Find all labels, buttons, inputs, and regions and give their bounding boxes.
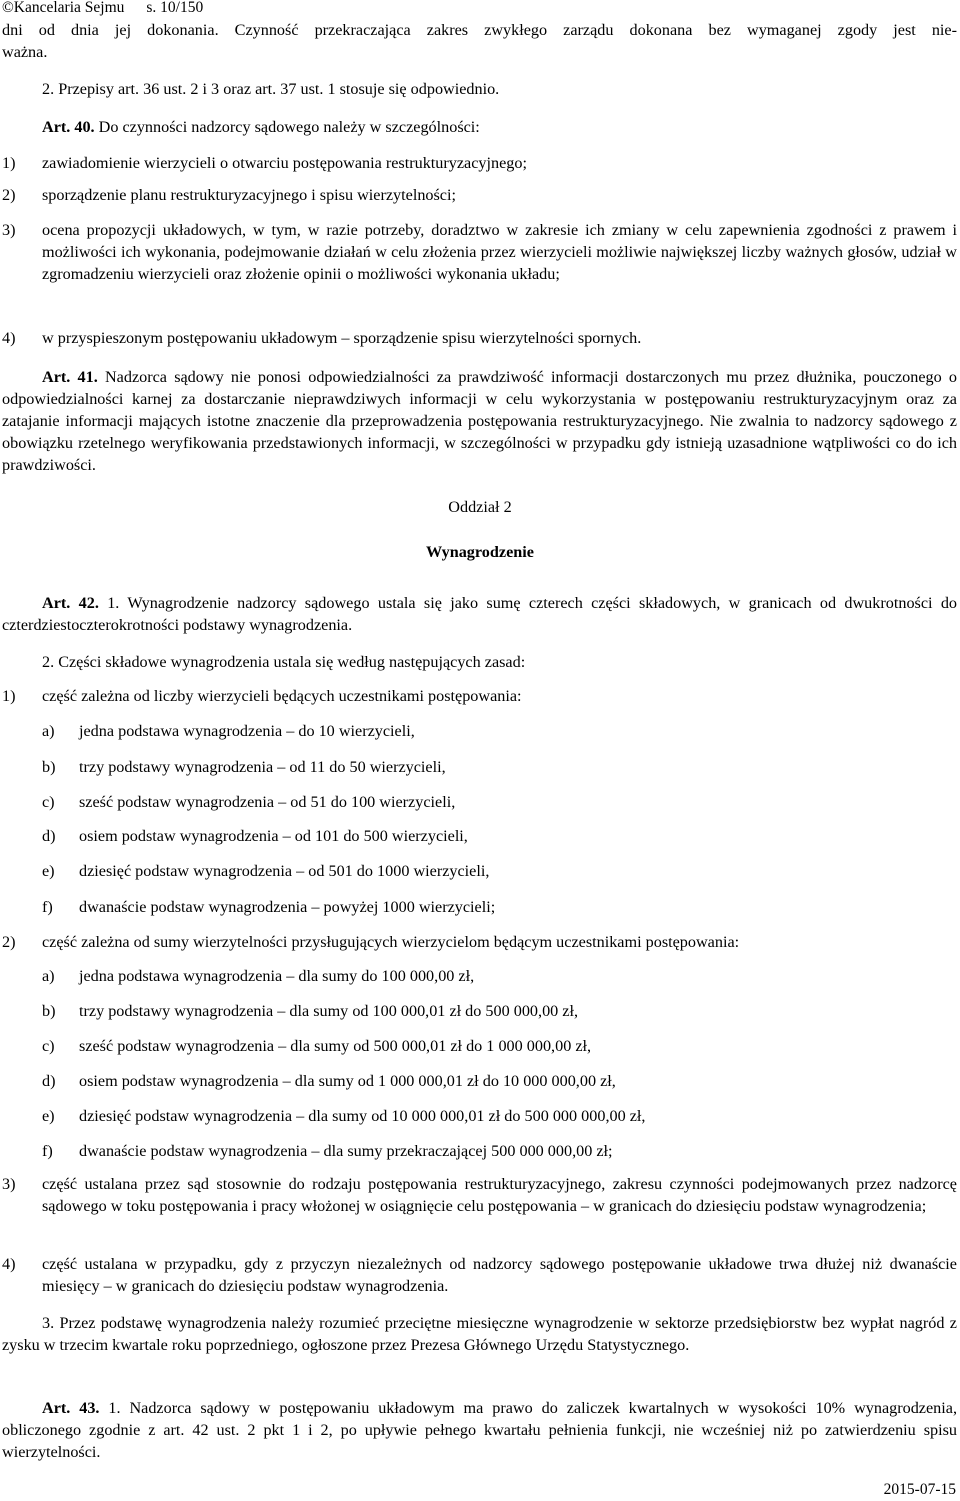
sub-text: dwanaście podstaw wynagrodzenia – dla sumy przekraczającej 500 000 000,00 zł; <box>79 1142 613 1160</box>
sub-text: sześć podstaw wynagrodzenia – dla sumy od 500 000,01 zł do 1 000 000,00 zł, <box>79 1037 592 1055</box>
section-subtitle: Wynagrodzenie <box>426 543 534 561</box>
section-title: Oddział 2 <box>448 498 512 516</box>
header-source: ©Kancelaria Sejmu <box>2 0 125 16</box>
art-42-paragraph-3: 3. Przez podstawę wynagrodzenia należy rozumieć przeciętne miesięczne wynagrodzenie w sektorze przedsiębiorstw bez wypłat nagród z zysku w trzecim kwartale roku poprzedniego, ogłoszone przez Prezesa Głównego Urzędu Statystycznego. <box>2 1314 957 1354</box>
art-42-item-2-sub-b <box>42 1000 957 1022</box>
sub-text: dziesięć podstaw wynagrodzenia – dla sumy od 10 000 000,01 zł do 500 000 000,00 zł, <box>79 1107 646 1125</box>
sub-number: e) <box>42 862 55 880</box>
art-42-item-2-sub-f <box>42 1140 957 1162</box>
footer-date: 2015-07-15 <box>883 1481 956 1498</box>
art-41-label: Art. 41. <box>42 368 98 386</box>
art-42-item-2-sub-d <box>42 1070 957 1092</box>
header-page-number: s. 10/150 <box>146 0 204 16</box>
sub-number: d) <box>42 827 56 845</box>
art-42-item-2-sub-a <box>42 965 957 987</box>
item-text: w przyspieszonym postępowaniu układowym – sporządzenie spisu wierzytelności spornych. <box>42 329 642 347</box>
art-42-item-2-sub-e <box>42 1105 957 1127</box>
art-43-label: Art. 43. <box>42 1399 100 1417</box>
item-text: zawiadomienie wierzycieli o otwarciu postępowania restrukturyzacyjnego; <box>42 154 527 172</box>
sub-text: sześć podstaw wynagrodzenia – od 51 do 100 wierzycieli, <box>79 793 456 811</box>
sub-number: f) <box>42 898 53 916</box>
sub-number: b) <box>42 1002 56 1020</box>
item-text: część ustalana w przypadku, gdy z przyczyn niezależnych od nadzorcy sądowego postępowanie układowe trwa dłużej niż dwanaście miesięcy – w granicach do dziesięciu podstaw wynagrodzenia. <box>42 1255 957 1295</box>
sub-number: b) <box>42 758 56 776</box>
sub-number: c) <box>42 1037 55 1055</box>
item-text: część ustalana przez sąd stosownie do rodzaju postępowania restrukturyzacyjnego, zakresu czynności podejmowanych przez nadzorcę sądowego w toku postępowania i pracy włożonej w osiągnięcie celu postępowania – w granicach do dziesięciu podstaw wynagrodzenia; <box>42 1175 957 1215</box>
item-text: część zależna od sumy wierzytelności przysługujących wierzycielom będącym uczestnikami postępowania: <box>42 933 740 951</box>
art-40-label: Art. 40. <box>42 118 95 136</box>
art-42-p1-text: 1. Wynagrodzenie nadzorcy sądowego ustala się jako sumę czterech części składowych, w granicach od dwukrotności do czterdziestoczterokrotności podstawy wynagrodzenia. <box>2 594 958 634</box>
art-42-item-2 <box>2 931 957 953</box>
art-42-item-4 <box>2 1253 957 1297</box>
item-number: 4) <box>2 329 16 347</box>
item-text: sporządzenie planu restrukturyzacyjnego i spisu wierzytelności; <box>42 186 456 204</box>
item-text: ocena propozycji układowych, w tym, w razie potrzeby, doradztwo w zakresie ich zmiany w celu zapewnienia zgodności z prawem i możliwości ich wykonania, podejmowanie działań w celu złożenia przez wierzycieli możliwie największej liczby ważnych głosów, udział w zgromadzeniu wierzycieli oraz złożenie opinii o możliwości wykonania układu; <box>42 221 957 283</box>
item-number: 2) <box>2 933 16 951</box>
item-number: 3) <box>2 221 16 239</box>
art-43-text: 1. Nadzorca sądowy w postępowaniu układowym ma prawo do zaliczek kwartalnych w wysokości 10% wynagrodzenia, obliczonego zgodnie z art. 42 ust. 2 pkt 1 i 2, po upływie pełnego kwartału pełnienia funkcji, nie wcześniej niż po zatwierdzeniu spisu wierzytelności. <box>2 1399 957 1461</box>
art-42-item-1-sub-a <box>42 720 957 742</box>
art-43 <box>2 1397 957 1463</box>
art-42-item-1 <box>2 685 957 707</box>
sub-text: jedna podstawa wynagrodzenia – do 10 wierzycieli, <box>79 722 415 740</box>
sub-number: a) <box>42 722 55 740</box>
page-header <box>2 0 203 18</box>
sub-number: a) <box>42 967 55 985</box>
intro-line-1: dni od dnia jej dokonania. Czynność przekraczająca zakres zwykłego zarządu dokonana bez wymaganej zgody jest nie- <box>2 21 957 39</box>
sub-number: e) <box>42 1107 55 1125</box>
item-number: 1) <box>2 154 16 172</box>
art-42-item-1-sub-b <box>42 756 957 778</box>
sub-text: trzy podstawy wynagrodzenia – od 11 do 50 wierzycieli, <box>79 758 446 776</box>
art-40-item-3 <box>2 219 957 285</box>
art-40-item-1 <box>2 152 957 174</box>
art-42-paragraph-1 <box>2 592 957 636</box>
sub-number: d) <box>42 1072 56 1090</box>
art-40-item-4 <box>2 327 957 349</box>
art-40-lead-text: Do czynności nadzorcy sądowego należy w szczególności: <box>98 118 480 136</box>
art-42-item-1-sub-c <box>42 791 957 813</box>
item-number: 4) <box>2 1255 16 1273</box>
art-42-item-1-sub-d <box>42 825 957 847</box>
art-42-item-1-sub-e <box>42 860 957 882</box>
art-42-item-3 <box>2 1173 957 1217</box>
sub-number: f) <box>42 1142 53 1160</box>
art-41 <box>2 366 957 476</box>
sub-text: jedna podstawa wynagrodzenia – dla sumy do 100 000,00 zł, <box>79 967 475 985</box>
item-number: 3) <box>2 1175 16 1193</box>
art-42-item-1-sub-f <box>42 896 957 918</box>
art-42-paragraph-2: 2. Części składowe wynagrodzenia ustala się według następujących zasad: <box>42 653 526 671</box>
item-number: 1) <box>2 687 16 705</box>
sub-text: osiem podstaw wynagrodzenia – od 101 do 500 wierzycieli, <box>79 827 468 845</box>
sub-number: c) <box>42 793 55 811</box>
sub-text: osiem podstaw wynagrodzenia – dla sumy od 1 000 000,01 zł do 10 000 000,00 zł, <box>79 1072 616 1090</box>
intro-line-2: ważna. <box>2 43 48 61</box>
item-text: część zależna od liczby wierzycieli będących uczestnikami postępowania: <box>42 687 522 705</box>
sub-text: dziesięć podstaw wynagrodzenia – od 501 do 1000 wierzycieli, <box>79 862 490 880</box>
art-40-lead <box>2 116 957 138</box>
intro-paragraph-2: 2. Przepisy art. 36 ust. 2 i 3 oraz art. 37 ust. 1 stosuje się odpowiednio. <box>42 80 500 98</box>
art-41-text: Nadzorca sądowy nie ponosi odpowiedzialności za prawdziwość informacji dostarczonych mu przez dłużnika, pouczonego o odpowiedzialności karnej za dostarczanie nieprawdziwych informacji w celu wykorzystania w postępowaniu restrukturyzacyjnym oraz za zatajanie informacji mających istotne znaczenie dla przeprowadzenia postępowania restrukturyzacyjnego. Nie zwalnia to nadzorcy sądowego z obowiązku rzetelnego weryfikowania przedstawionych informacji, w szczególności w przypadku gdy istnieją uzasadnione wątpliwości co do ich prawdziwości. <box>2 368 958 474</box>
art-42-item-2-sub-c <box>42 1035 957 1057</box>
sub-text: trzy podstawy wynagrodzenia – dla sumy od 100 000,01 zł do 500 000,00 zł, <box>79 1002 579 1020</box>
art-40-item-2 <box>2 184 957 206</box>
art-42-label: Art. 42. <box>42 594 99 612</box>
sub-text: dwanaście podstaw wynagrodzenia – powyżej 1000 wierzycieli; <box>79 898 496 916</box>
item-number: 2) <box>2 186 16 204</box>
